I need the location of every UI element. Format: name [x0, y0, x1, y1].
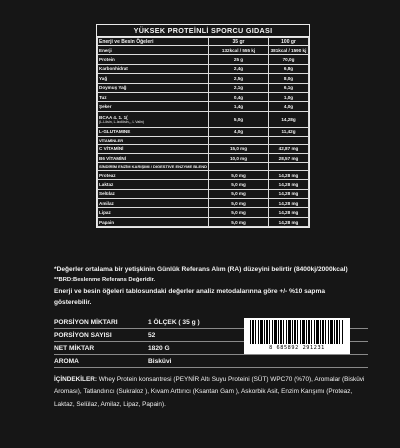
nutrient-value-100g [269, 55, 309, 64]
nutrient-value-100g [269, 144, 309, 153]
nutrient-value-100g [269, 217, 309, 226]
nutrient-value-100g-text: 11,42g [281, 129, 296, 135]
nutrient-value-100g-text: 28,57 mg [278, 155, 299, 161]
nutrient-name-text: Enerji [99, 47, 112, 53]
nutrient-name [98, 83, 209, 92]
nutrient-value-35g [209, 154, 269, 163]
ingredients [54, 374, 368, 411]
nutrient-name [98, 55, 209, 64]
nutrient-value-35g [209, 199, 269, 208]
nutrition-row [98, 83, 309, 92]
nutrient-value-35g-text: 4,0g [233, 129, 244, 135]
nutrient-value-35g [209, 111, 269, 127]
nutrient-value-100g-text: 1,0g [283, 94, 294, 100]
nutrient-name [98, 64, 209, 73]
nutrient-name-text: B6 VİTAMİNİ [99, 155, 126, 161]
header-col2: 100 gr [269, 38, 309, 46]
nutrient-value-100g [269, 180, 309, 189]
nutrition-row [98, 102, 309, 111]
nutrient-value-35g-text: 5,0g [233, 116, 244, 122]
property-key: PORSİYON SAYISI [54, 332, 112, 339]
nutrient-value-35g-text: 10,0 mg [229, 155, 248, 161]
property-value: Bisküvi [148, 358, 172, 365]
nutrient-value-35g [209, 217, 269, 226]
nutrient-value-100g [269, 102, 309, 111]
nutrition-row [98, 137, 309, 145]
nutrient-name-text: Doymuş Yağ [99, 85, 127, 91]
nutrient-value-35g-text: 5,0 mg [231, 181, 246, 187]
nutrient-name-text: L-GLUTAMINE [99, 129, 131, 135]
nutrient-value-100g [269, 83, 309, 92]
nutrient-name-text: BCAA 4. 1. 1( [99, 114, 128, 120]
nutrition-row [98, 154, 309, 163]
nutrient-name-text: Proteaz [99, 172, 116, 178]
nutrient-value-100g-text: 4,0g [283, 104, 294, 110]
nutrient-value-35g [209, 170, 269, 179]
nutrient-subtext: (L-Lösin, L-İzolösin,,, L Valin) [99, 119, 144, 124]
nutrient-name [98, 111, 209, 127]
nutrient-name-text: Tuz [99, 94, 107, 100]
nutrient-value-35g [209, 163, 269, 171]
nutrient-value-100g-text: 14,28 mg [278, 181, 299, 187]
nutrient-name [98, 137, 209, 145]
nutrient-name [98, 92, 209, 101]
header-col1: 35 gr [209, 38, 269, 46]
nutrient-value-100g-text: 8,0g [283, 75, 294, 81]
nutrient-name [98, 189, 209, 198]
footnote-deviation: Enerji ve besin öğeleri tablosundaki değerler analiz metodalarınna göre +/- %10 sapma gösterebilir. [54, 288, 325, 306]
nutrient-name [98, 46, 209, 55]
nutrient-name-text: Karbonhidrat [99, 66, 128, 72]
nutrient-name-text: Protein [99, 57, 115, 63]
ingredients-label: İÇİNDEKİLER: [54, 376, 97, 383]
nutrient-value-100g-text: 381kcal / 1590 kj [270, 47, 307, 53]
nutrition-row [98, 144, 309, 153]
nutrient-value-35g-text: 0,4g [233, 94, 244, 100]
nutrient-name-text: Laktaz [99, 181, 114, 187]
barcode [244, 318, 350, 354]
nutrition-row [98, 199, 309, 208]
nutrition-row [98, 180, 309, 189]
nutrition-row [98, 55, 309, 64]
nutrient-value-35g [209, 180, 269, 189]
nutrient-name [98, 144, 209, 153]
nutrient-name-text: Lipaz [99, 210, 111, 216]
nutrition-row [98, 127, 309, 136]
footnotes [54, 264, 364, 308]
nutrient-value-35g [209, 127, 269, 136]
nutrient-value-100g [269, 154, 309, 163]
nutrient-value-100g [269, 64, 309, 73]
nutrient-value-35g-text: 2,4g [233, 66, 244, 72]
nutrient-value-35g [209, 137, 269, 145]
nutrient-value-100g-text: 6,1g [283, 85, 294, 91]
property-key: NET MİKTAR [54, 345, 95, 352]
nutrient-value-35g [209, 189, 269, 198]
nutrient-value-100g [269, 199, 309, 208]
property-key: AROMA [54, 358, 79, 365]
nutrient-value-35g [209, 46, 269, 55]
nutrition-label [96, 24, 310, 228]
nutrient-value-100g [269, 74, 309, 83]
nutrient-name [98, 127, 209, 136]
nutrient-value-35g-text: 132kcal / 555 kj [221, 47, 256, 53]
nutrient-value-35g [209, 92, 269, 101]
nutrition-row [98, 163, 309, 171]
header-name: Enerji ve Besin Öğeleri [98, 38, 209, 46]
nutrition-row [98, 170, 309, 179]
nutrient-value-100g-text: 14,28 mg [278, 172, 299, 178]
nutrition-row [98, 217, 309, 226]
nutrient-name [98, 217, 209, 226]
nutrient-value-100g [269, 92, 309, 101]
nutrient-name-text: Yağ [99, 75, 108, 81]
nutrition-row [98, 92, 309, 101]
nutrient-name [98, 74, 209, 83]
nutrient-name-text: Papain [99, 219, 115, 225]
nutrient-value-35g [209, 55, 269, 64]
nutrition-row [98, 74, 309, 83]
nutrient-value-100g [269, 127, 309, 136]
nutrient-name-text: Şeker [99, 104, 112, 110]
label-title: YÜKSEK PROTEİNLİ SPORCU GIDASI [97, 25, 309, 37]
nutrient-value-35g-text: 5,0 mg [231, 210, 246, 216]
nutrient-value-35g [209, 144, 269, 153]
nutrient-value-100g-text: 70,0g [282, 57, 295, 63]
nutrient-value-100g [269, 137, 309, 145]
nutrient-value-100g [269, 46, 309, 55]
nutrient-value-35g-text: 1,4g [233, 104, 244, 110]
nutrient-value-35g [209, 74, 269, 83]
nutrient-name [98, 102, 209, 111]
nutrient-value-35g [209, 64, 269, 73]
barcode-number: 8 685892 291231 [269, 345, 325, 351]
nutrient-name-text: Selülaz [99, 191, 115, 197]
nutrient-name [98, 180, 209, 189]
nutrition-row [98, 111, 309, 127]
nutrient-name [98, 154, 209, 163]
nutrient-value-100g-text: 14,28 mg [278, 191, 299, 197]
nutrition-row [98, 64, 309, 73]
nutrient-name-text: C VİTAMİNİ [99, 146, 124, 152]
nutrient-name-text: Amilaz [99, 200, 114, 206]
footnote-reference-intake: *Değerler ortalama bir yetişkinin Günlük Referans Alım (RA) düzeyini belirtir (8400kj/2000kcal) [54, 266, 348, 273]
nutrient-value-100g [269, 163, 309, 171]
nutrient-value-35g-text: 15,0 mg [229, 146, 248, 152]
nutrient-value-35g-text: 2,5g [233, 75, 244, 81]
nutrient-name-text: SİNDİRİM ENZİM KARIŞIMI / DIGESTIVE ENZYME BLEND [99, 164, 208, 170]
barcode-bars [250, 320, 344, 344]
nutrient-value-100g [269, 111, 309, 127]
nutrient-value-35g-text: 5,0 mg [231, 200, 246, 206]
nutrient-value-100g-text: 42,87 mg [278, 146, 299, 152]
nutrient-value-100g-text: 14,28 mg [278, 219, 299, 225]
nutrient-value-35g-text: 5,0 mg [231, 172, 246, 178]
nutrient-value-100g-text: 14,28g [281, 116, 296, 122]
property-value: 1 ÖLÇEK ( 35 g ) [148, 319, 200, 326]
nutrition-header-row [98, 38, 309, 46]
footnote-brd: **BRD:Beslenme Referans Değeridir. [54, 277, 156, 283]
nutrient-value-35g-text: 5,0 mg [231, 219, 246, 225]
ingredients-text: Whey Protein konsantresi (PEYNİR Altı Suyu Proteini (SÜT) WPC70 (%70), Aromalar (Bisküvi Aroması), Tatlandırıcı (Sukraloz ), Kıvam Arttırıcı (Ksantan Gam ), Askorbik Asit, Enzim Karışımı (Proteaz, Laktaz, Selülaz, Amilaz, Lipaz, Papain). [54, 376, 365, 408]
nutrient-value-35g-text: 5,0 mg [231, 191, 246, 197]
nutrient-value-100g [269, 189, 309, 198]
nutrient-name [98, 208, 209, 217]
nutrient-value-100g [269, 170, 309, 179]
nutrient-name [98, 163, 209, 171]
nutrition-row [98, 189, 309, 198]
nutrient-value-35g-text: 25 g [233, 57, 244, 63]
nutrient-value-100g-text: 14,28 mg [278, 210, 299, 216]
nutrient-value-100g-text: 6,8g [283, 66, 294, 72]
nutrient-value-35g-text: 2,1g [233, 85, 244, 91]
property-value: 1820 G [148, 345, 170, 352]
nutrient-value-35g [209, 83, 269, 92]
nutrient-value-100g [269, 208, 309, 217]
nutrient-value-100g-text: 14,28 mg [278, 200, 299, 206]
nutrient-name [98, 170, 209, 179]
nutrient-name [98, 199, 209, 208]
property-row [54, 355, 368, 368]
nutrient-value-35g [209, 102, 269, 111]
nutrient-name-text: VİTAMİNLER [99, 137, 124, 143]
property-value: 52 [148, 332, 156, 339]
nutrition-row [98, 46, 309, 55]
nutrition-row [98, 208, 309, 217]
nutrient-value-35g [209, 208, 269, 217]
property-key: PORSİYON MİKTARI [54, 319, 118, 326]
nutrition-table [97, 37, 309, 227]
